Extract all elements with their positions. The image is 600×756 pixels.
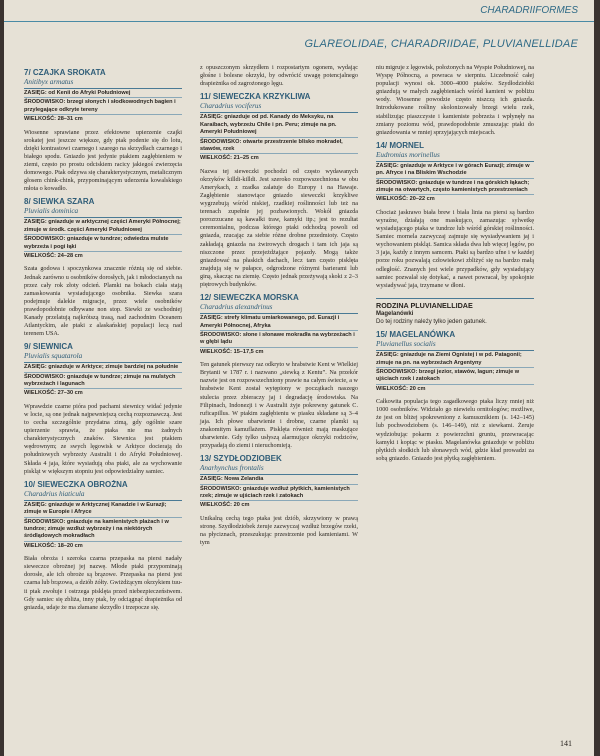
species-text: Całkowita populacja tego zagadkowego ptaka liczy mniej niż 1000 osobników. Widziało go niewielu ornitologów; możliwe, że jest on bliżej spokrewniony z kamusznikiem (s. 142–145) lub pochwodziobem (s. 146–149), niż z siewkami. Żeruje wydziobując pokarm z powierzchni gruntu, przewracając kamyki i kopiąc w piasku. Magelanówka gniazduje w pobliżu płytkich słodkich lub słonawych wód, gdzie kład prowadzi za sobą gniazdo. Gniazdo jest płytką zagłębieniem.	[376, 398, 534, 462]
family-title: RODZINA PLUVIANELLIDAE	[376, 300, 473, 310]
species-size: 20–22 cm	[409, 196, 435, 203]
family-section	[376, 298, 534, 326]
species-habitat: brzegi jezior, stawów, lagun; zimuje w ujściach rzek i zatokach	[376, 368, 520, 383]
species-latin: Charadrius alexandrinus	[200, 303, 358, 314]
species-entry: 7/ CZAJKA SROKATA Anitibyx armatus ZASIĘG: od Kenii do Afryki Południowej ŚRODOWISKO: brzegi słonych i słodkowodnych bagien i przylegające odkryte tereny WIELKOŚĆ: 28–31 cm Wiosenne sprawiane przez efektowne upierzenie czajki srokatej jest jeszcze większe, gdy ptak podenie się do lotu, dzięki kontrastowi czarnego i szarego na skrzydłach czarnego i białego spodu. Gniazdo jest jedynie ptakiem zagłębieniem w ziemi, często po prostu odciskiem racicy jakiegoś zwierzęcia domowego. Ptak odzywa się charakterystycznym, metalicznym głosem chink-chink, przypominającym uderzenia kowalskiego młota o kowadło.	[24, 68, 182, 193]
species-latin: Pluvianellus socialis	[376, 340, 534, 351]
species-size: 15–17,5 cm	[233, 348, 264, 355]
species-entry: 12/ SIEWECZKA MORSKA Charadrius alexandrinus ZASIĘG: strefy klimatu umiarkowanego, pd. Eurazji i Ameryki Północnej, Afryka ŚRODOWISKO: słone i słonawe mokradła na wybrzeżach i w głębi lądu WIELKOŚĆ: 15–17,5 cm Ten gatunek pierwszy raz odkryto w hrabstwie Kent w Wielkiej Brytanii w 1787 r. i nazwano „siewką z Kentu”. Na przekór nazwie jest on rozpowszechniony prawie na całym świecie, a w hrabstwie Kent został wytępiony w początkach naszego stulecia przez zbieraczy jaj i degradację środowiska. Na Filipinach, Indonezji i w Australii żyje pokrewny gatunek C. ruficapillus. W ptakim zagłębieniu w piasku składane są 3–4 jaja. Ich płowe ubarwienie i drobne, czarne plamki są znakomitym kamuflażem. Pisklęta również mają maskujące ubarwienie. Gdy tylko usłyszą alarmujące okrzyki rodziców, przypadają do ziemi i nieruchomieją.	[200, 293, 358, 450]
species-text: Nazwa tej sieweczki pochodzi od często wydawanych okrzyków killdi-killdi. Jest szeroko rozpowszechniona w obu Amerykach, z rzadka zalatuje do Europy i na Hawaje. Zagłębienie stanowiące gniazdo sieweczki krzykliwe wygrzebują wśród niskiej, rzadkiej roślinności lub też na terenach zupełnie jej pozbawionych. Wokół gniazda porozrzucane są kawałki traw, kamyki itp.; jest to rezultat ceremonialnu, podczas którego ptaki odchodzą powoli od gniazda, rzucając za siebie różne drobne przedmioty. Często zakładają gniazda na żwirowych drogach i tam ich jaja są niszczone przez przejeżdżające pojazdy. Mogą także gniazdować na płaskich dachach, lecz tam często pisklęta znajdują się w pułapce, odgrodzone różnymi barierami lub giną, skacząc na ziemię. Często jednak przeżywają skoki z 2–3 piętrowych budynków.	[200, 167, 358, 289]
species-habitat: brzegi słonych i słodkowodnych bagien i przylegające odkryte tereny	[24, 99, 176, 113]
species-size: 18–20 cm	[57, 542, 83, 549]
families-header: GLAREOLIDAE, CHARADRIIDAE, PLUVIANELLIDAE	[304, 38, 578, 50]
header-rule	[4, 21, 594, 22]
page-number: 141	[560, 739, 572, 748]
species-habitat: gniazduje na kamienistych plażach i w tundrze; zimuje wzdłuż wybrzeży i na niektórych śródlądowych mokradłach	[24, 518, 169, 540]
column-1	[24, 64, 182, 612]
species-habitat: gniazduje w tundrze; zimuje na mulstych wybrzeżach i lagunach	[24, 373, 176, 388]
column-2	[200, 64, 358, 547]
species-latin: Eudromias morinellus	[376, 151, 534, 162]
species-range: gniazduje od pd. Kanady do Meksyku, na Karaibach, wybrzeżu Chile i pn. Peru; zimuje na pn. Ameryki Południowej	[200, 114, 337, 136]
species-entry: 9/ SIEWNICA Pluvialis squatarola ZASIĘG: gniazduje w Arktyce; zimuje bardziej na południe ŚRODOWISKO: gniazduje w tundrze; zimuje na mulstych wybrzeżach i lagunach WIELKOŚĆ: 27–30 cm Wprawdzie czarne pióra pod pachami siewnicy widać jedynie w locie, są one jednak najpewniejszą cechą rozpoznawczą. Jest to cecha szczególnie przydatna zimą, gdy ogólnie szare upierzenie sprawia, że ptaka nie ma żadnych charakterystycznych znaków. Siewnica jest ptakiem wędrownym; ze swych lęgowisk w Arktyce docierają do południowych wybrzeży Australii i do Afryki Południowej. Składa 4 jaja, które wysiadują oba ptaki, ale za wychowanie piskląt w większym stopniu jest odpowiedzialny samiec.	[24, 342, 182, 475]
family-name: Magelanówki	[376, 310, 414, 317]
continued-text: z opuszczonym skrzydłem i rozpostartym ogonem, wydając głośne i bolesne okrzyki, by odwrócić uwagę potencjalnego drapieżnika od zagrożonego lęgu.	[200, 64, 358, 88]
species-text: Wiosenne sprawiane przez efektowne upierzenie czajki srokatej jest jeszcze większe, gdy ptak podenie się do lotu, dzięki kontrastowi czarnego i szarego na skrzydłach czarnego i białego spodu. Gniazdo jest jedynie ptakiem zagłębieniem w ziemi, często po prostu odciskiem racicy jakiegoś zwierzęcia domowego. Ptak odzywa się charakterystycznym, metalicznym głosem chink-chink, przypominającym uderzenia kowalskiego młota o kowadło.	[24, 128, 182, 193]
species-entry: 11/ SIEWECZKA KRZYKLIWA Charadrius vociferus ZASIĘG: gniazduje od pd. Kanady do Meksyku, na Karaibach, wybrzeżu Chile i pn. Peru; zimuje na pn. Ameryki Południowej ŚRODOWISKO: otwarte przestrzenie blisko mokradeł, stawów, rzek WIELKOŚĆ: 21–25 cm Nazwa tej sieweczki pochodzi od często wydawanych okrzyków killdi-killdi. Jest szeroko rozpowszechniona w obu Amerykach, z rzadka zalatuje do Europy i na Hawaje. Zagłębienie stanowiące gniazdo sieweczki krzykliwe wygrzebują wśród niskiej, rzadkiej roślinności lub też na terenach zupełnie jej pozbawionych. Wokół gniazda porozrzucane są kawałki traw, kamyki itp.; jest to rezultat ceremonialnu, podczas którego ptaki odchodzą powoli od gniazda, rzucając za siebie różne drobne przedmioty. Często zakładają gniazda na żwirowych drogach i tam ich jaja są niszczone przez przejeżdżające pojazdy. Mogą także gniazdować na płaskich dachach, lecz tam często pisklęta znajdują się w pułapce, odgrodzone różnymi barierami lub giną, skacząc na ziemię. Często jednak przeżywają skoki z 2–3 piętrowych budynków.	[200, 92, 358, 289]
species-size: 21–25 cm	[233, 155, 259, 162]
species-text: Chociaż jaskrawo biała brew i biała linia na piersi są bardzo wyraźne, działają one maskująco, zamazując sylwetkę wysiadującego ptaka w tundrze lub wśród górskiej roślinności. Samiec mornela zazwyczaj zajmuje się wysiadywaniem jaj i wychowaniem piskląt. Samica składa dwa lub więcej lęgów, po 3 jaja, każdy z innym samcem. Ptaki są bardzo ufne i w każdej porze roku pozwalają człowiekowi zbliżyć się na bardzo małą odległość. Znanych jest wiele przypadków, gdy wysiadujący samiec pozwalał się dotykać, a nawet powracał, by spokojnie wysiadywać jaja, trzymane w dłoni.	[376, 208, 534, 289]
species-range: gniazduje w arktycznej części Ameryki Północnej; zimuje w środk. części Ameryki Południowej	[24, 219, 181, 233]
species-latin: Pluvialis dominica	[24, 207, 182, 218]
continued-text: niu migruje z lęgowisk, położonych na Wyspie Południowej, na Wyspę Północną, a powraca w sierpniu. Liczebność całej populacji wynosi ok. 3000–4000 ptaków. Szydłodziobki gniazdują w małych zagłębieniach wśród kamieni w pobliżu wody. Wiosenne powodzie często niszczą ich gniazda. Introdukowane rośliny skolonizowały brzegi wielu rzek, stabilizując piaszczyste i kamieniste pobrzeża i wpłynęły na zmiany poziomu wód, prawdopodobnie zmuszając ptaki do gniazdowania w mniej sprzyjających miejscach.	[376, 64, 534, 136]
column-3	[376, 64, 534, 463]
species-size: 28–31 cm	[57, 116, 83, 123]
species-latin: Charadrius hiaticula	[24, 490, 182, 501]
species-size: 24–28 cm	[57, 253, 83, 259]
species-habitat: gniazduje w tundrze i na górskich łąkach; zimuje na otwartych, często kamienistych przestrzeniach	[376, 179, 530, 194]
species-latin: Anarhynchus frontalis	[200, 464, 358, 475]
species-range: Nowa Zelandia	[224, 476, 264, 483]
species-title: 8/ SIEWKA SZARA	[24, 197, 95, 207]
family-note: Do tej rodziny należy tylko jeden gatunek.	[376, 319, 487, 325]
species-latin: Pluvialis squatarola	[24, 352, 182, 363]
species-title: 12/ SIEWECZKA MORSKA	[200, 293, 299, 303]
species-habitat: otwarte przestrzenie blisko mokradeł, stawów, rzek	[200, 138, 343, 152]
species-text: Szata godowa i spoczynkowa znacznie różnią się od siebie. Jednak zarówno u osobników dorosłych, jak i młodocianych na przez cały rok złoty odcień. Plamki na bokach ciała stają zamaskowania wysiadującego osobnika. Siewka szara podejmuje dalekie migracje, przez wiele osobników prawdopodobnie odbywane non stop. Siewki ze wschodniej Kanady przelatują najkrótszą trasą, nad zachodnim Oceanem Atlantyckim, ale ptaki z alaskańskiej populacji lecą nad terenem USA.	[24, 265, 182, 338]
species-size: 20 cm	[409, 385, 426, 392]
species-text: Unikalną cechą tego ptaka jest dziób, skrzywiony w prawą stronę. Szydłodziobek żeruje zazwyczaj wzdłuż brzegów rzeki, na płyciznach, przeszukując przestrzenie pod kamieniami. W tym	[200, 514, 358, 547]
species-text: Wprawdzie czarne pióra pod pachami siewnicy widać jedynie w locie, są one jednak najpewniejszą cechą rozpoznawczą. Jest to cecha szczególnie przydatna zimą, gdy ogólnie szare upierzenie sprawia, że ptaka nie ma żadnych charakterystycznych znaków. Siewnica jest ptakiem wędrownym; ze swych lęgowisk w Arktyce docierają do południowych wybrzeży Australii i do Afryki Południowej. Składa 4 jaja, które wysiadują oba ptaki, ale za wychowanie piskląt w większym stopniu jest odpowiedzialny samiec.	[24, 402, 182, 475]
species-title: 9/ SIEWNICA	[24, 342, 73, 352]
species-latin: Charadrius vociferus	[200, 102, 358, 113]
species-title: 13/ SZYDŁODZIOBEK	[200, 454, 282, 464]
species-entry: 8/ SIEWKA SZARA Pluvialis dominica ZASIĘG: gniazduje w arktycznej części Ameryki Północnej; zimuje w środk. części Ameryki Południowej ŚRODOWISKO: gniazduje w tundrze; odwiedza mulste wybrzeża i pogi łąki WIELKOŚĆ: 24–28 cm Szata godowa i spoczynkowa znacznie różnią się od siebie. Jednak zarówno u osobników dorosłych, jak i młodocianych na przez cały rok złoty odcień. Plamki na bokach ciała stają zamaskowania wysiadującego osobnika. Siewka szara podejmuje dalekie migracje, przez wiele osobników prawdopodobnie odbywane non stop. Siewki ze wschodniej Kanady przelatują najkrótszą trasą, nad zachodnim Oceanem Atlantyckim, ale ptaki z alaskańskiej populacji lecą nad terenem USA.	[24, 197, 182, 338]
species-title: 7/ CZAJKA SROKATA	[24, 68, 106, 77]
species-latin: Anitibyx armatus	[24, 78, 182, 89]
species-range: gniazduje w Arktyce i w górach Eurazji; zimuje w pn. Afryce i na Bliskim Wschodzie	[376, 162, 530, 177]
species-text: Biała obroża i szeroka czarna przepaska na piersi nadały sieweczce obrożnej jej nazwę. Młode ptaki przypominają dorosłe, ale ich obroże są brązowe. Przepaska na piersi jest czarna lub brązowa, a dziób żółty. Gwiżdżącym okrzykiem tuu-ii ptak zwołuje i ostrzega pisklęta przed niebezpieczeństwem. Gdy samiec się zbliża, inny ptak, by odciągnąć drapieżnika od gniazda, udaje że ma złamane skrzydło i trzepocze się.	[24, 555, 183, 611]
species-habitat: gniazduje wzdłuż płytkich, kamienistych rzek; zimuje w ujściach rzek i zatokach	[200, 485, 350, 499]
species-entry: 13/ SZYDŁODZIOBEK Anarhynchus frontalis ZASIĘG: Nowa Zelandia ŚRODOWISKO: gniazduje wzdłuż płytkich, kamienistych rzek; zimuje w ujściach rzek i zatokach WIELKOŚĆ: 20 cm Unikalną cechą tego ptaka jest dziób, skrzywiony w prawą stronę. Szydłodziobek żeruje zazwyczaj wzdłuż brzegów rzeki, na płyciznach, przeszukując przestrzenie pod kamieniami. W tym	[200, 454, 358, 547]
species-size: 20 cm	[233, 502, 250, 509]
species-range: strefy klimatu umiarkowanego, pd. Eurazji i Ameryki Północnej, Afryka	[200, 315, 340, 329]
species-range: gniazduje w Arktyce; zimuje bardziej na południe	[48, 364, 179, 371]
species-range: gniazduje w Arktycznej Kanadzie i w Eurazji; zimuje w Europie i Afryce	[24, 501, 167, 516]
species-entry: 15/ MAGELANÓWKA Pluvianellus socialis ZASIĘG: gniazduje na Ziemi Ognistej i w pd. Patagonii; zimuje na pn. na wybrzeżach Argentyny ŚRODOWISKO: brzegi jezior, stawów, lagun; zimuje w ujściach rzek i zatokach WIELKOŚĆ: 20 cm Całkowita populacja tego zagadkowego ptaka liczy mniej niż 1000 osobników. Widziało go niewielu ornitologów; możliwe, że jest on bliżej spokrewniony z kamusznikiem (s. 142–145) lub pochwodziobem (s. 146–149), niż z siewkami. Żeruje wydziobując pokarm z powierzchni gruntu, przewracając kamyki i kopiąc w piasku. Magelanówka gniazduje w pobliżu płytkich słodkich lub słonawych wód, gdzie kład prowadzi za sobą gniazdo. Gniazdo jest płytką zagłębieniem.	[376, 330, 534, 462]
species-title: 10/ SIEWECZKA OBROŻNA	[24, 479, 128, 489]
species-title: 14/ MORNEL	[376, 140, 425, 150]
species-title: 11/ SIEWECZKA KRZYKLIWA	[200, 92, 311, 102]
species-range: gniazduje na Ziemi Ognistej i w pd. Patagonii; zimuje na pn. na wybrzeżach Argentyny	[376, 352, 522, 366]
species-range: od Kenii do Afryki Południowej	[48, 90, 131, 96]
species-text: Ten gatunek pierwszy raz odkryto w hrabstwie Kent w Wielkiej Brytanii w 1787 r. i nazwano „siewką z Kentu”. Na przekór nazwie jest on rozpowszechniony prawie na całym świecie, a w hrabstwie Kent został wytępiony w początkach naszego stulecia przez zbieraczy jaj i degradację środowiska. Na Filipinach, Indonezji i w Australii żyje pokrewny gatunek C. ruficapillus. W ptakim zagłębieniu w piasku składane są 3–4 jaja. Ich płowe ubarwienie i drobne, czarne plamki są znakomitym kamuflażem. Pisklęta również mają maskujące ubarwienie. Gdy tylko usłyszą alarmujące okrzyki rodziców, przypadają do ziemi i nieruchomieją.	[200, 361, 358, 450]
order-header: CHARADRIIFORMES	[480, 5, 578, 16]
species-entry: 14/ MORNEL Eudromias morinellus ZASIĘG: gniazduje w Arktyce i w górach Eurazji; zimuje w pn. Afryce i na Bliskim Wschodzie ŚRODOWISKO: gniazduje w tundrze i na górskich łąkach; zimuje na otwartych, często kamienistych przestrzeniach WIELKOŚĆ: 20–22 cm Chociaż jaskrawo biała brew i biała linia na piersi są bardzo wyraźne, działają one maskująco, zamazując sylwetkę wysiadującego ptaka w tundrze lub wśród górskiej roślinności. Samiec mornela zazwyczaj zajmuje się wysiadywaniem jaj i wychowaniem piskląt. Samica składa dwa lub więcej lęgów, po 3 jaja, każdy z innym samcem. Ptaki są bardzo ufne i w każdej porze roku pozwalają człowiekowi zbliżyć się na bardzo małą odległość. Znanych jest wiele przypadków, gdy wysiadujący samiec pozwalał się dotykać, a nawet powracał, by spokojnie wysiadywać jaja, trzymane w dłoni.	[376, 140, 534, 289]
species-habitat: słone i słonawe mokradła na wybrzeżach i w głębi lądu	[200, 331, 355, 346]
species-habitat: gniazduje w tundrze; odwiedza mulste wybrzeża i pogi łąki	[24, 236, 169, 250]
species-size: 27–30 cm	[57, 390, 83, 397]
species-title: 15/ MAGELANÓWKA	[376, 330, 456, 340]
book-page	[4, 0, 594, 756]
species-entry: 10/ SIEWECZKA OBROŻNA Charadrius hiaticula ZASIĘG: gniazduje w Arktycznej Kanadzie i w Eurazji; zimuje w Europie i Afryce ŚRODOWISKO: gniazduje na kamienistych plażach i w tundrze; zimuje wzdłuż wybrzeży i na niektórych śródlądowych mokradłach WIELKOŚĆ: 18–20 cm Biała obroża i szeroka czarna przepaska na piersi nadały sieweczce obrożnej jej nazwę. Młode ptaki przypominają dorosłe, ale ich obroże są brązowe. Przepaska na piersi jest czarna lub brązowa, a dziób żółty. Gwiżdżącym okrzykiem tuu-ii ptak zwołuje i ostrzega pisklęta przed niebezpieczeństwem. Gdy samiec się zbliża, inny ptak, by odciągnąć drapieżnika od gniazda, udaje że ma złamane skrzydło i trzepocze się.	[24, 479, 183, 611]
